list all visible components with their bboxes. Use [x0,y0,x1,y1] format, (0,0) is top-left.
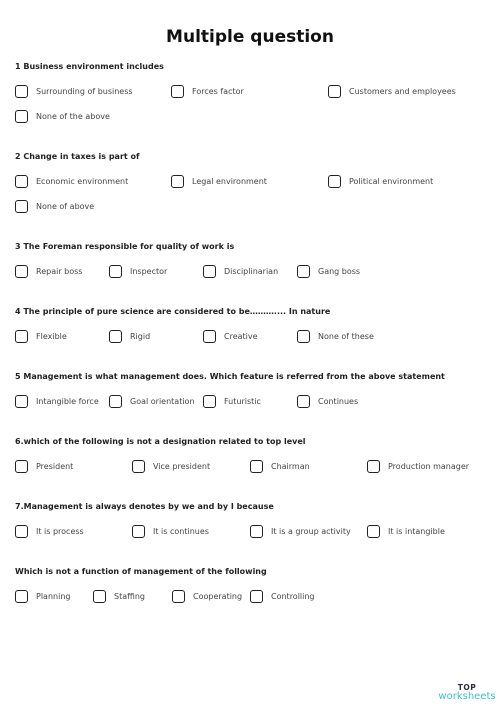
option-label: Staffing [114,592,145,601]
option-label: Production manager [388,462,470,471]
question-2: 2 Change in taxes is part of [15,152,140,161]
option-label: It is process [36,527,84,536]
page-title: Multiple question [166,27,334,47]
option-label: Intangible force [36,397,99,406]
checkbox-icon[interactable] [132,460,145,473]
option-label: It is a group activity [271,527,351,536]
checkbox-icon[interactable] [297,330,310,343]
option-label: Continues [318,397,359,406]
checkbox-icon[interactable] [297,395,310,408]
option-label: Rigid [130,332,151,341]
option-label: Gang boss [318,267,361,276]
checkbox-icon[interactable] [109,265,122,278]
checkbox-icon[interactable] [250,460,263,473]
checkbox-icon[interactable] [109,330,122,343]
option-label: It is intangible [388,527,445,536]
option-label: Political environment [349,177,434,186]
checkbox-icon[interactable] [15,175,28,188]
checkbox-icon[interactable] [203,330,216,343]
checkbox-icon[interactable] [15,110,28,123]
option-label: Economic environment [36,177,129,186]
option-label: Creative [224,332,258,341]
checkbox-icon[interactable] [172,590,185,603]
question-6: 6.which of the following is not a designation related to top level [15,437,306,446]
option-label: Futuristic [224,397,261,406]
checkbox-icon[interactable] [250,525,263,538]
option-label: None of the above [36,112,110,121]
option-label: Legal environment [192,177,267,186]
option-label: Controlling [271,592,315,601]
checkbox-icon[interactable] [15,265,28,278]
checkbox-icon[interactable] [297,265,310,278]
option-label: None of these [318,332,374,341]
checkbox-icon[interactable] [171,85,184,98]
question-4: 4 The principle of pure science are considered to be……….... In nature [15,307,331,316]
option-label: Inspector [130,267,168,276]
checkbox-icon[interactable] [367,525,380,538]
logo-top-text: TOP [457,683,477,692]
option-label: Disciplinarian [224,267,279,276]
checkbox-icon[interactable] [171,175,184,188]
checkbox-icon[interactable] [328,85,341,98]
checkbox-icon[interactable] [250,590,263,603]
checkbox-icon[interactable] [15,330,28,343]
option-label: Chairman [271,462,310,471]
checkbox-icon[interactable] [367,460,380,473]
checkbox-icon[interactable] [328,175,341,188]
option-label: Vice president [153,462,211,471]
checkbox-icon[interactable] [15,85,28,98]
option-label: Customers and employees [349,87,456,96]
option-label: Forces factor [192,87,244,96]
logo-bottom-text: worksheets [438,690,496,702]
option-label: None of above [36,202,95,211]
checkbox-icon[interactable] [15,395,28,408]
checkbox-icon[interactable] [203,395,216,408]
checkbox-icon[interactable] [15,200,28,213]
question-7: 7.Management is always denotes by we and by I because [15,502,274,511]
option-label: Flexible [36,332,67,341]
question-5: 5 Management is what management does. Which feature is referred from the above statement [15,372,445,381]
option-label: Planning [36,592,71,601]
option-label: Goal orientation [130,397,195,406]
question-3: 3 The Foreman responsible for quality of work is [15,242,235,251]
checkbox-icon[interactable] [109,395,122,408]
option-label: It is continues [153,527,209,536]
checkbox-icon[interactable] [132,525,145,538]
question-1: 1 Business environment includes [15,62,164,71]
option-label: Surrounding of business [36,87,133,96]
topworksheets-logo [437,684,497,702]
question-8: Which is not a function of management of the following [15,567,267,576]
checkbox-icon[interactable] [93,590,106,603]
checkbox-icon[interactable] [15,460,28,473]
option-label: Cooperating [193,592,243,601]
checkbox-icon[interactable] [15,590,28,603]
checkbox-icon[interactable] [203,265,216,278]
checkbox-icon[interactable] [15,525,28,538]
option-label: President [36,462,74,471]
option-label: Repair boss [36,267,83,276]
